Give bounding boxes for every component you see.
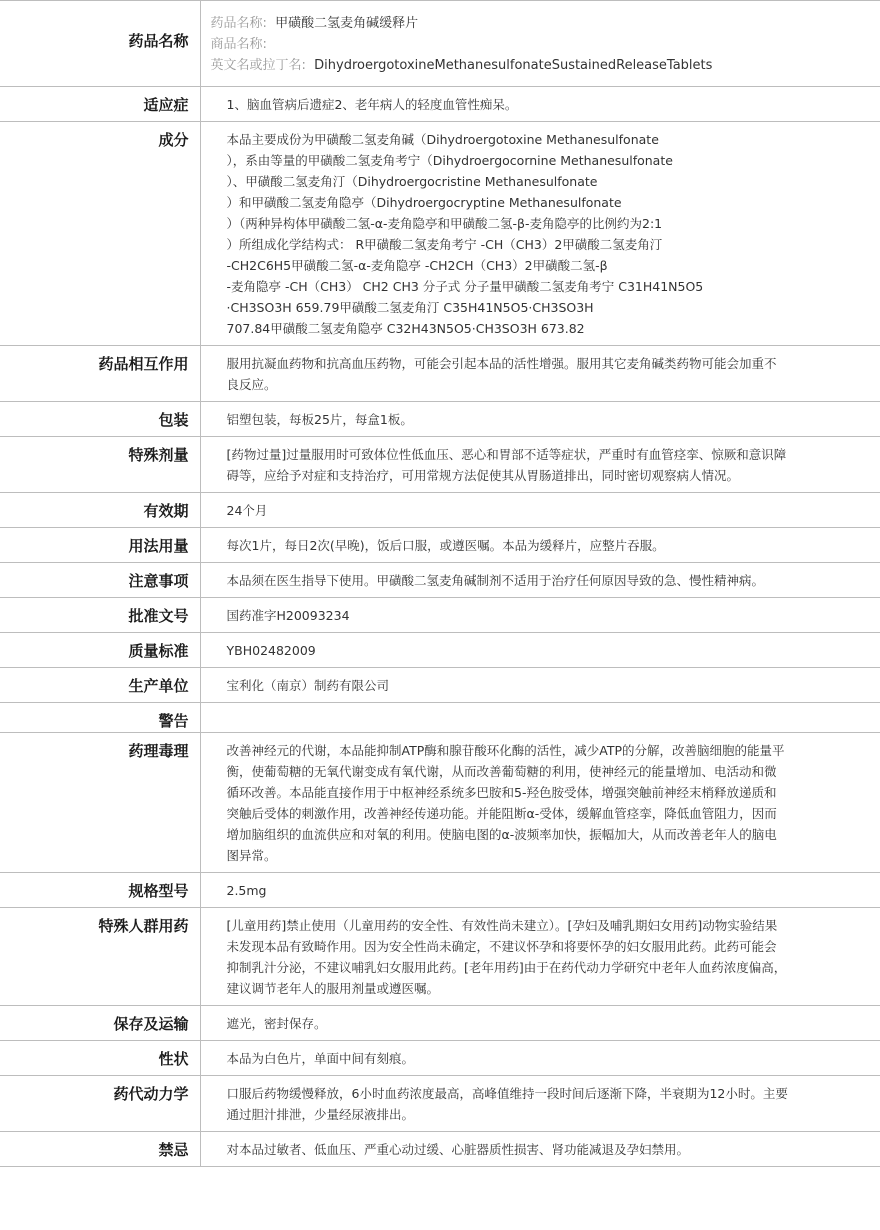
label-pharmacokinetics: 药代动力学 bbox=[0, 1076, 200, 1132]
value-appearance: 本品为白色片，单面中间有刻痕。 bbox=[200, 1041, 880, 1076]
value-contraindications: 对本品过敏者、低血压、严重心动过缓、心脏器质性损害、肾功能减退及孕妇禁用。 bbox=[200, 1132, 880, 1167]
english-name-line bbox=[211, 55, 871, 76]
row-pharmacology bbox=[0, 733, 880, 873]
row-contraindications bbox=[0, 1132, 880, 1167]
ingredients-line: ）、甲磺酸二氢麦角汀（Dihydroergocristine Methanesulfonate bbox=[226, 174, 598, 189]
ingredients-line: -CH2C6H5甲磺酸二氢-α-麦角隐亭 -CH2CH（CH3）2甲磺酸二氢-β bbox=[226, 258, 608, 273]
ingredients-line: 本品主要成份为甲磺酸二氢麦角碱（Dihydroergotoxine Methanesulfonate bbox=[226, 132, 659, 147]
value-ingredients bbox=[200, 122, 880, 346]
row-indication bbox=[0, 87, 880, 122]
value-warning bbox=[200, 703, 880, 733]
label-appearance: 性状 bbox=[0, 1041, 200, 1076]
drug-name-block bbox=[200, 1, 880, 87]
value-dosage: 每次1片，每日2次(早晚)，饭后口服，或遵医嘱。本品为缓释片，应整片吞服。 bbox=[200, 528, 880, 563]
label-ingredients: 成分 bbox=[0, 122, 200, 346]
row-ingredients bbox=[0, 122, 880, 346]
label-specification: 规格型号 bbox=[0, 873, 200, 908]
row-interactions bbox=[0, 346, 880, 402]
label-dosage: 用法用量 bbox=[0, 528, 200, 563]
english-name-key: 英文名或拉丁名: bbox=[210, 58, 306, 73]
label-approval: 批准文号 bbox=[0, 598, 200, 633]
value-validity: 24个月 bbox=[200, 493, 880, 528]
label-manufacturer: 生产单位 bbox=[0, 668, 200, 703]
ingredients-line: ）（两种异构体甲磺酸二氢-α-麦角隐亭和甲磺酸二氢-β-麦角隐亭的比例约为2:1 bbox=[226, 216, 663, 231]
row-drug-name bbox=[0, 1, 880, 87]
value-indication: 1、脑血管病后遗症2、老年病人的轻度血管性痴呆。 bbox=[200, 87, 880, 122]
value-manufacturer: 宝利化（南京）制药有限公司 bbox=[200, 668, 880, 703]
ingredients-line: ）所组成化学结构式： R甲磺酸二氢麦角考宁 -CH（CH3）2甲磺酸二氢麦角汀 bbox=[226, 237, 663, 252]
row-storage bbox=[0, 1006, 880, 1041]
row-manufacturer bbox=[0, 668, 880, 703]
ingredients-line: ·CH3SO3H 659.79甲磺酸二氢麦角汀 C35H41N5O5·CH3SO3H bbox=[226, 300, 594, 315]
label-interactions: 药品相互作用 bbox=[0, 346, 200, 402]
ingredients-line: ），系由等量的甲磺酸二氢麦角考宁（Dihydroergocornine Methanesulfonate bbox=[226, 153, 673, 168]
row-packaging bbox=[0, 402, 880, 437]
drug-name-value: 甲磺酸二氢麦角碱缓释片 bbox=[275, 16, 419, 31]
row-special-population bbox=[0, 908, 880, 1006]
ingredients-line: ）和甲磺酸二氢麦角隐亭（Dihydroergocryptine Methanesulfonate bbox=[226, 195, 622, 210]
label-standard: 质量标准 bbox=[0, 633, 200, 668]
value-pharmacology: 改善神经元的代谢，本品能抑制ATP酶和腺苷酸环化酶的活性，减少ATP的分解，改善脑细胞的能量平衡，使葡萄糖的无氧代谢变成有氧代谢，从而改善葡萄糖的利用，使神经元的能量增加、电活动和微循环改善。本品能直接作用于中枢神经系统多巴胺和5-羟色胺受体，增强突触前神经末梢释放递质和突触后受体的刺激作用，改善神经传递功能。并能阻断α-受体，缓解血管痉挛，降低血管阻力，因而增加脑组织的血流供应和对氧的利用。使脑电图的α-波频率加快，振幅加大，从而改善老年人的脑电图异常。 bbox=[200, 733, 880, 873]
label-indication: 适应症 bbox=[0, 87, 200, 122]
row-precautions bbox=[0, 563, 880, 598]
row-standard bbox=[0, 633, 880, 668]
value-packaging: 铝塑包装，每板25片，每盒1板。 bbox=[200, 402, 880, 437]
label-validity: 有效期 bbox=[0, 493, 200, 528]
english-name-value: DihydroergotoxineMethanesulfonateSustainedReleaseTablets bbox=[314, 58, 713, 73]
trade-name-key: 商品名称: bbox=[210, 37, 267, 52]
label-drug-name: 药品名称 bbox=[0, 1, 200, 87]
value-interactions: 服用抗凝血药物和抗高血压药物，可能会引起本品的活性增强。服用其它麦角碱类药物可能会加重不良反应。 bbox=[200, 346, 880, 402]
row-validity bbox=[0, 493, 880, 528]
label-storage: 保存及运输 bbox=[0, 1006, 200, 1041]
ingredients-line: -麦角隐亭 -CH（CH3） CH2 CH3 分子式 分子量甲磺酸二氢麦角考宁 C31H41N5O5 bbox=[226, 279, 704, 294]
row-approval bbox=[0, 598, 880, 633]
label-special-population: 特殊人群用药 bbox=[0, 908, 200, 1006]
value-standard: YBH02482009 bbox=[200, 633, 880, 668]
value-pharmacokinetics: 口服后药物缓慢释放，6小时血药浓度最高，高峰值维持一段时间后逐渐下降，半衰期为12小时。主要通过胆汁排泄，少量经尿液排出。 bbox=[200, 1076, 880, 1132]
row-pharmacokinetics bbox=[0, 1076, 880, 1132]
drug-name-line bbox=[211, 13, 871, 34]
value-storage: 遮光，密封保存。 bbox=[200, 1006, 880, 1041]
row-dosage bbox=[0, 528, 880, 563]
row-specification bbox=[0, 873, 880, 908]
label-contraindications: 禁忌 bbox=[0, 1132, 200, 1167]
row-appearance bbox=[0, 1041, 880, 1076]
value-special-population: [儿童用药]禁止使用（儿童用药的安全性、有效性尚未建立）。[孕妇及哺乳期妇女用药]动物实验结果未发现本品有致畸作用。因为安全性尚未确定，不建议怀孕和将要怀孕的妇女服用此药。此药可能会抑制乳汁分泌，不建议哺乳妇女服用此药。[老年用药]由于在药代动力学研究中老年人血药浓度偏高，建议调节老年人的服用剂量或遵医嘱。 bbox=[200, 908, 880, 1006]
drug-name-key: 药品名称: bbox=[210, 16, 267, 31]
value-overdose: [药物过量]过量服用时可致体位性低血压、恶心和胃部不适等症状，严重时有血管痉挛、惊厥和意识障碍等，应给予对症和支持治疗，可用常规方法促使其从胃肠道排出，同时密切观察病人情况。 bbox=[200, 437, 880, 493]
value-approval: 国药准字H20093234 bbox=[200, 598, 880, 633]
label-pharmacology: 药理毒理 bbox=[0, 733, 200, 873]
row-overdose bbox=[0, 437, 880, 493]
value-precautions: 本品须在医生指导下使用。甲磺酸二氢麦角碱制剂不适用于治疗任何原因导致的急、慢性精神病。 bbox=[200, 563, 880, 598]
label-overdose: 特殊剂量 bbox=[0, 437, 200, 493]
trade-name-line bbox=[211, 34, 871, 55]
label-packaging: 包装 bbox=[0, 402, 200, 437]
row-warning bbox=[0, 703, 880, 733]
ingredients-line: 707.84甲磺酸二氢麦角隐亭 C32H43N5O5·CH3SO3H 673.82 bbox=[226, 321, 585, 336]
label-precautions: 注意事项 bbox=[0, 563, 200, 598]
label-warning: 警告 bbox=[0, 703, 200, 733]
value-specification: 2.5mg bbox=[200, 873, 880, 908]
